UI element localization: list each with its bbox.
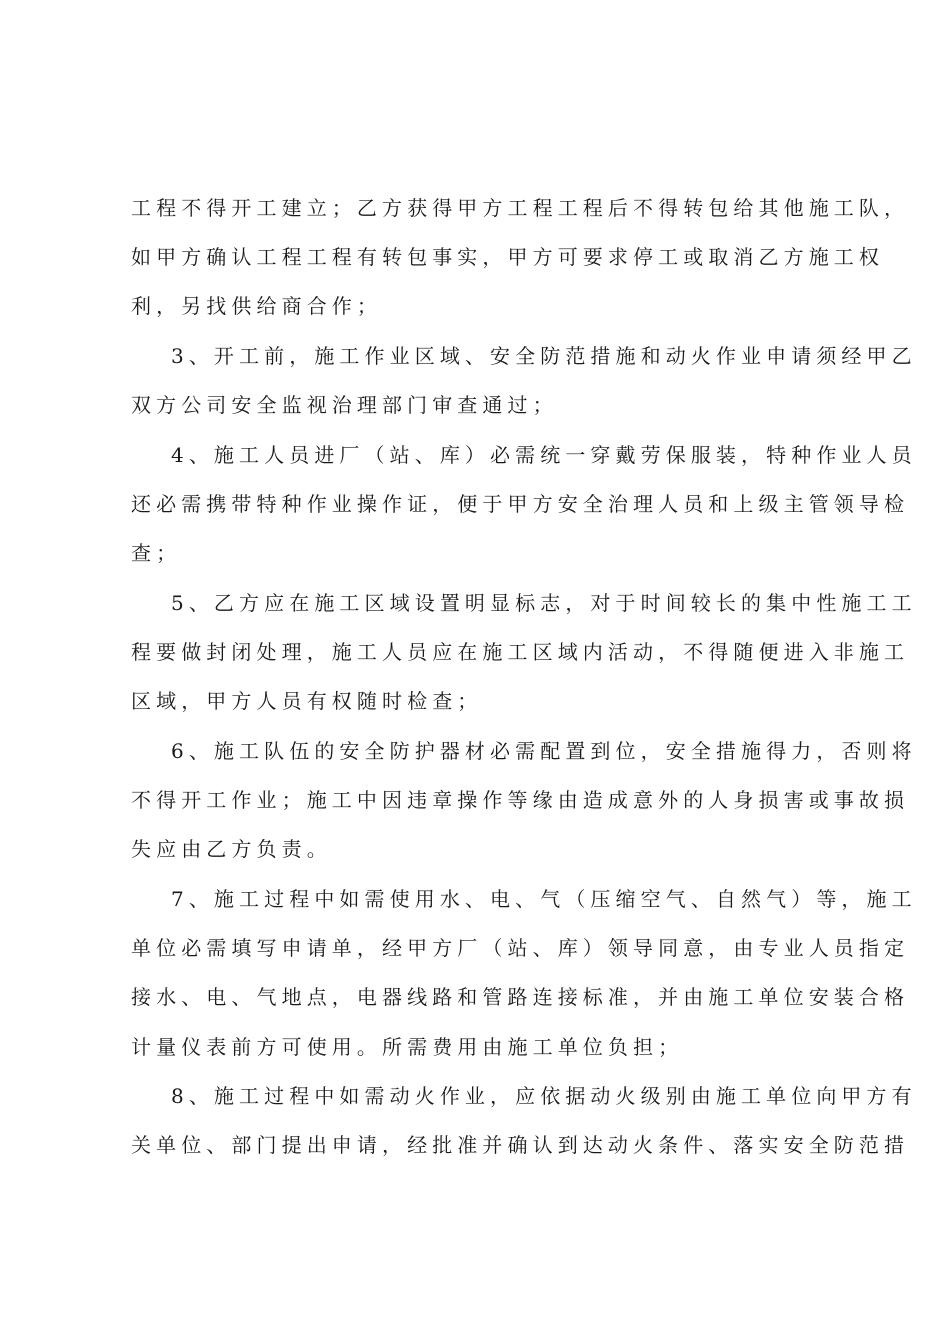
text-line: 查；	[131, 541, 182, 565]
text-line: 程要做封闭处理，施工人员应在施工区域内活动，不得随便进入非施工	[131, 640, 910, 664]
text-line: 不得开工作业；施工中因违章操作等缘由造成意外的人身损害或事故损	[131, 788, 910, 812]
text-line: 失应由乙方负责。	[131, 837, 332, 861]
text-line: 利，另找供给商合作；	[131, 294, 382, 318]
text-line: 单位必需填写申请单，经甲方厂（站、库）领导同意，由专业人员指定	[131, 936, 910, 960]
paragraph-7-line-1: 7、施工过程中如需使用水、电、气（压缩空气、自然气）等，施工	[171, 887, 917, 911]
paragraph-5-line-1: 5、乙方应在施工区域设置明显标志，对于时间较长的集中性施工工	[171, 591, 917, 615]
text-line: 接水、电、气地点，电器线路和管路连接标准，并由施工单位安装合格	[131, 985, 910, 1009]
text-line: 计量仪表前方可使用。所需费用由施工单位负担；	[131, 1035, 684, 1059]
paragraph-3-line-1: 3、开工前，施工作业区域、安全防范措施和动火作业申请须经甲乙	[171, 344, 917, 368]
text-line: 区域，甲方人员有权随时检查；	[131, 689, 483, 713]
text-line: 如甲方确认工程工程有转包事实，甲方可要求停工或取消乙方施工权	[131, 245, 884, 269]
text-line: 关单位、部门提出申请，经批准并确认到达动火条件、落实安全防范措	[131, 1133, 910, 1157]
text-line: 还必需携带特种作业操作证，便于甲方安全治理人员和上级主管领导检	[131, 492, 910, 516]
paragraph-8-line-1: 8、施工过程中如需动火作业，应依据动火级别由施工单位向甲方有	[171, 1084, 917, 1108]
paragraph-6-line-1: 6、施工队伍的安全防护器材必需配置到位，安全措施得力，否则将	[171, 739, 917, 763]
text-line: 双方公司安全监视治理部门审查通过；	[131, 393, 558, 417]
paragraph-4-line-1: 4、施工人员进厂（站、库）必需统一穿戴劳保服装，特种作业人员	[171, 443, 917, 467]
text-line: 工程不得开工建立；乙方获得甲方工程工程后不得转包给其他施工队，	[131, 196, 910, 220]
